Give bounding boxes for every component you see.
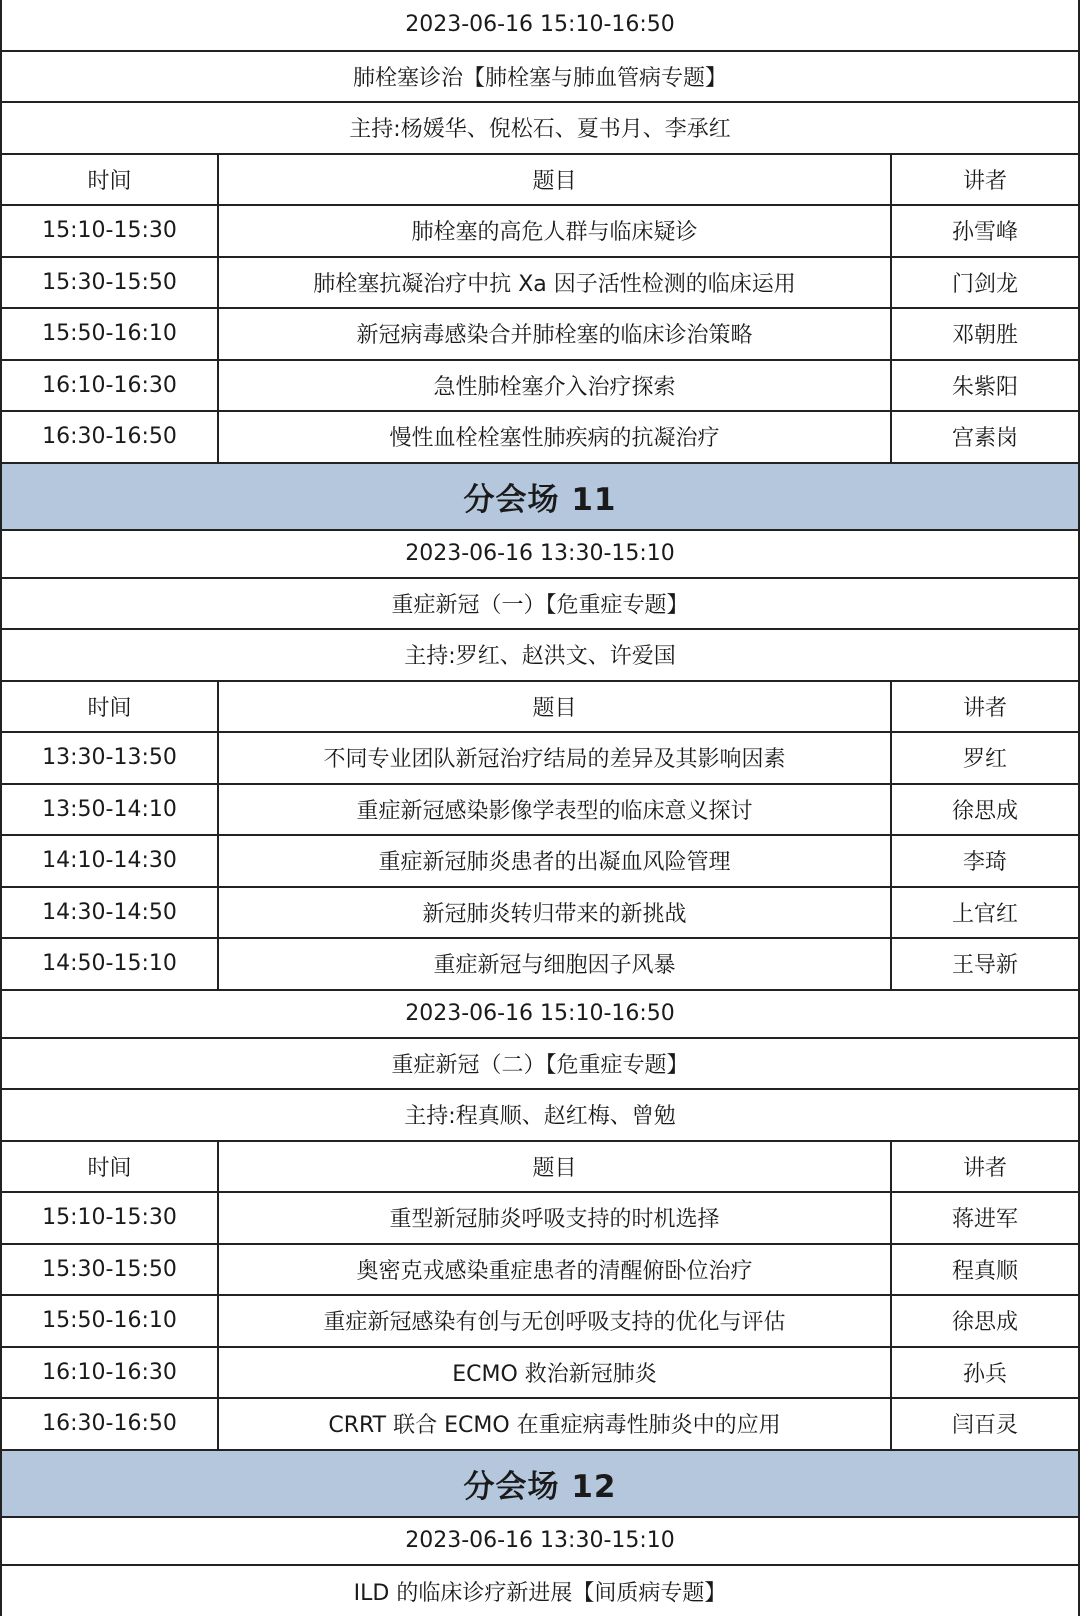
table-row (2, 939, 1078, 991)
date-time-text: 2023-06-16 13:30-15:10 (2, 531, 1078, 577)
date-time-row (2, 991, 1078, 1039)
table-row (2, 1296, 1078, 1348)
track-title-text: ILD 的临床诊疗新进展【间质病专题】 (2, 1566, 1078, 1617)
speaker-cell: 王导新 (892, 939, 1078, 989)
topic-cell: ECMO 救治新冠肺炎 (219, 1348, 892, 1398)
track-title-text: 重症新冠（二）【危重症专题】 (2, 1039, 1078, 1089)
speaker-cell: 闫百灵 (892, 1399, 1078, 1449)
topic-cell: 肺栓塞的高危人群与临床疑诊 (219, 206, 892, 256)
speaker-cell: 孙雪峰 (892, 206, 1078, 256)
time-cell: 15:50-16:10 (2, 309, 219, 359)
speaker-cell: 朱紫阳 (892, 361, 1078, 411)
topic-cell: 重症新冠感染有创与无创呼吸支持的优化与评估 (219, 1296, 892, 1346)
column-header-time: 时间 (2, 1142, 219, 1192)
moderators-text: 主持:程真顺、赵红梅、曾勉 (2, 1090, 1078, 1140)
table-row (2, 836, 1078, 888)
time-cell: 14:50-15:10 (2, 939, 219, 989)
table-header-row (2, 155, 1078, 207)
speaker-cell: 门剑龙 (892, 258, 1078, 308)
time-cell: 16:10-16:30 (2, 361, 219, 411)
moderators-row (2, 1090, 1078, 1142)
time-cell: 13:50-14:10 (2, 785, 219, 835)
table-row (2, 258, 1078, 310)
table-row (2, 733, 1078, 785)
topic-cell: 急性肺栓塞介入治疗探索 (219, 361, 892, 411)
time-cell: 16:30-16:50 (2, 1399, 219, 1449)
topic-cell: 不同专业团队新冠治疗结局的差异及其影响因素 (219, 733, 892, 783)
session-banner-row (2, 464, 1078, 531)
date-time-text: 2023-06-16 15:10-16:50 (2, 991, 1078, 1037)
column-header-time: 时间 (2, 682, 219, 732)
table-row (2, 1193, 1078, 1245)
table-row (2, 1348, 1078, 1400)
column-header-time: 时间 (2, 155, 219, 205)
topic-cell: 奥密克戎感染重症患者的清醒俯卧位治疗 (219, 1245, 892, 1295)
speaker-cell: 邓朝胜 (892, 309, 1078, 359)
column-header-topic: 题目 (219, 155, 892, 205)
table-header-row (2, 1142, 1078, 1194)
topic-cell: 重症新冠感染影像学表型的临床意义探讨 (219, 785, 892, 835)
topic-cell: 肺栓塞抗凝治疗中抗 Xa 因子活性检测的临床运用 (219, 258, 892, 308)
time-cell: 15:30-15:50 (2, 1245, 219, 1295)
track-title-row (2, 1566, 1078, 1617)
time-cell: 14:10-14:30 (2, 836, 219, 886)
speaker-cell: 罗红 (892, 733, 1078, 783)
speaker-cell: 上官红 (892, 888, 1078, 938)
session-title: 分会场 12 (2, 1451, 1078, 1516)
date-time-text: 2023-06-16 15:10-16:50 (2, 0, 1078, 50)
moderators-text: 主持:罗红、赵洪文、许爱国 (2, 630, 1078, 680)
time-cell: 14:30-14:50 (2, 888, 219, 938)
time-cell: 16:10-16:30 (2, 1348, 219, 1398)
table-row (2, 1399, 1078, 1451)
speaker-cell: 徐思成 (892, 1296, 1078, 1346)
speaker-cell: 孙兵 (892, 1348, 1078, 1398)
date-time-row (2, 1518, 1078, 1566)
moderators-row (2, 630, 1078, 682)
moderators-row (2, 103, 1078, 155)
session-title: 分会场 11 (2, 464, 1078, 529)
topic-cell: 慢性血栓栓塞性肺疾病的抗凝治疗 (219, 412, 892, 462)
date-time-text: 2023-06-16 13:30-15:10 (2, 1518, 1078, 1564)
speaker-cell: 蒋进军 (892, 1193, 1078, 1243)
topic-cell: CRRT 联合 ECMO 在重症病毒性肺炎中的应用 (219, 1399, 892, 1449)
speaker-cell: 李琦 (892, 836, 1078, 886)
date-time-row (2, 531, 1078, 579)
table-row (2, 309, 1078, 361)
column-header-topic: 题目 (219, 682, 892, 732)
topic-cell: 新冠肺炎转归带来的新挑战 (219, 888, 892, 938)
table-row (2, 1245, 1078, 1297)
time-cell: 16:30-16:50 (2, 412, 219, 462)
table-row (2, 361, 1078, 413)
time-cell: 13:30-13:50 (2, 733, 219, 783)
column-header-speaker: 讲者 (892, 1142, 1078, 1192)
topic-cell: 重症新冠与细胞因子风暴 (219, 939, 892, 989)
column-header-speaker: 讲者 (892, 155, 1078, 205)
time-cell: 15:10-15:30 (2, 206, 219, 256)
track-title-row (2, 1039, 1078, 1091)
time-cell: 15:50-16:10 (2, 1296, 219, 1346)
topic-cell: 重症新冠肺炎患者的出凝血风险管理 (219, 836, 892, 886)
speaker-cell: 宫素岗 (892, 412, 1078, 462)
moderators-text: 主持:杨媛华、倪松石、夏书月、李承红 (2, 103, 1078, 153)
time-cell: 15:10-15:30 (2, 1193, 219, 1243)
date-time-row (2, 0, 1078, 52)
track-title-row (2, 579, 1078, 631)
table-row (2, 206, 1078, 258)
table-row (2, 888, 1078, 940)
track-title-text: 重症新冠（一）【危重症专题】 (2, 579, 1078, 629)
track-title-text: 肺栓塞诊治【肺栓塞与肺血管病专题】 (2, 52, 1078, 102)
speaker-cell: 徐思成 (892, 785, 1078, 835)
speaker-cell: 程真顺 (892, 1245, 1078, 1295)
table-header-row (2, 682, 1078, 734)
column-header-speaker: 讲者 (892, 682, 1078, 732)
topic-cell: 重型新冠肺炎呼吸支持的时机选择 (219, 1193, 892, 1243)
time-cell: 15:30-15:50 (2, 258, 219, 308)
column-header-topic: 题目 (219, 1142, 892, 1192)
topic-cell: 新冠病毒感染合并肺栓塞的临床诊治策略 (219, 309, 892, 359)
session-banner-row (2, 1451, 1078, 1518)
table-row (2, 785, 1078, 837)
table-row (2, 412, 1078, 464)
track-title-row (2, 52, 1078, 104)
